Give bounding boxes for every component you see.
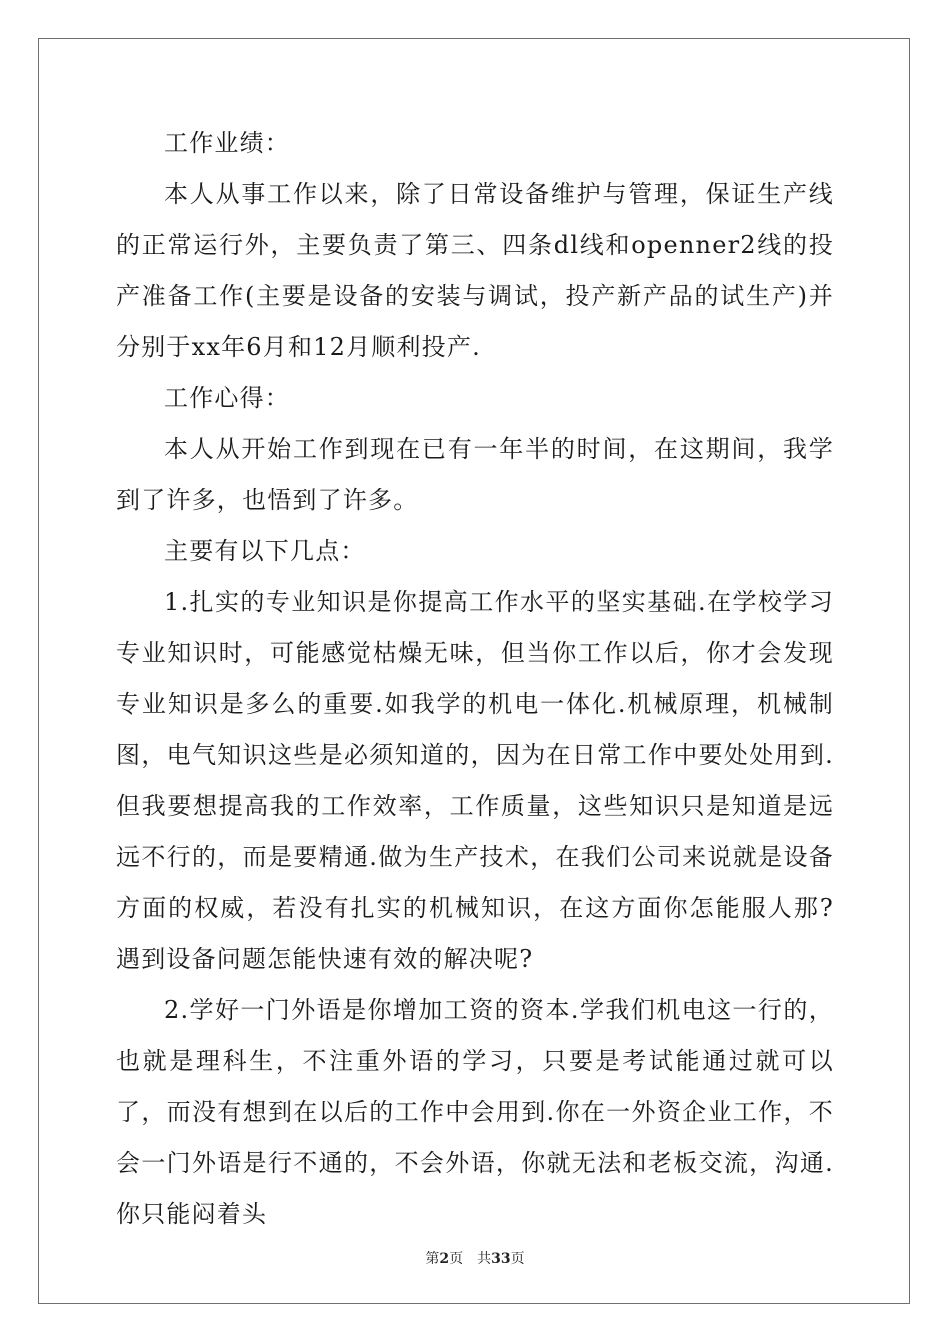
page-prefix: 第 xyxy=(425,1251,440,1267)
page-suffix: 页 xyxy=(510,1251,525,1267)
page-total: 33 xyxy=(491,1251,511,1267)
heading-work-achievements: 工作业绩： xyxy=(164,129,290,157)
page-current: 2 xyxy=(439,1251,450,1267)
paragraph-main-points: 主要有以下几点： xyxy=(164,537,366,565)
document-body xyxy=(116,118,834,1240)
paragraph-point-1: 1.扎实的专业知识是你提高工作水平的坚实基础.在学校学习专业知识时，可能感觉枯燥无味，但当你工作以后，你才会发现专业知识是多么的重要.如我学的机电一体化.机械原理，机械制图，电气知识这些是必须知道的，因为在日常工作中要处处用到.但我要想提高我的工作效率，工作质量，这些知识只是知道是远远不行的，而是要精通.做为生产技术，在我们公司来说就是设备方面的权威，若没有扎实的机械知识，在这方面你怎能服人那?遇到设备问题怎能快速有效的解决呢? xyxy=(116,588,834,973)
paragraph-insights-intro: 本人从开始工作到现在已有一年半的时间，在这期间，我学到了许多，也悟到了许多。 xyxy=(116,435,834,514)
paragraph-achievements: 本人从事工作以来，除了日常设备维护与管理，保证生产线的正常运行外，主要负责了第三、四条dl线和openner2线的投产准备工作(主要是设备的安装与调试，投产新产品的试生产)并分别于xx年6月和12月顺利投产. xyxy=(116,180,834,361)
page-footer xyxy=(0,1248,950,1268)
paragraph-point-2: 2.学好一门外语是你增加工资的资本.学我们机电这一行的，也就是理科生，不注重外语的学习，只要是考试能通过就可以了，而没有想到在以后的工作中会用到.你在一外资企业工作，不会一门外语是行不通的，不会外语，你就无法和老板交流，沟通.你只能闷着头 xyxy=(116,996,834,1228)
heading-work-insights: 工作心得： xyxy=(164,384,290,412)
page-mid: 页 共 xyxy=(449,1251,492,1267)
